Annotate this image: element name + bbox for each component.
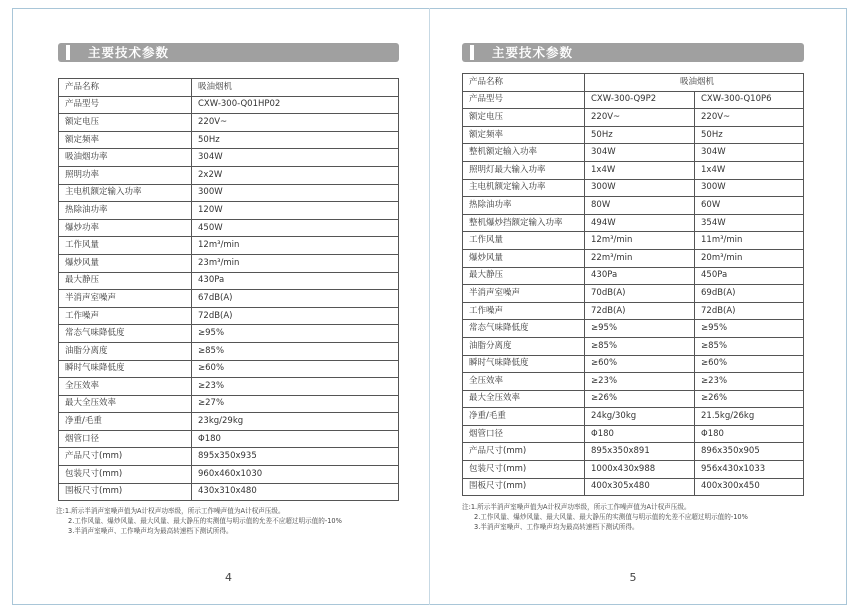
- row-value-model-1: 1x4W: [585, 161, 695, 179]
- row-label: 工作风量: [463, 232, 585, 250]
- table-row: [463, 320, 804, 338]
- table-row: [59, 378, 399, 396]
- row-value: 430x310x480: [192, 483, 399, 501]
- table-row: [59, 79, 399, 97]
- row-label: 爆炒功率: [59, 219, 192, 237]
- row-value-model-2: CXW-300-Q10P6: [695, 91, 804, 109]
- row-value-model-1: 430Pa: [585, 267, 695, 285]
- row-label: 吸油烟功率: [59, 149, 192, 167]
- row-label: 爆炒风量: [59, 254, 192, 272]
- section-header: [462, 43, 804, 62]
- table-row: [463, 373, 804, 391]
- table-row: [59, 254, 399, 272]
- row-value-model-2: 896x350x905: [695, 443, 804, 461]
- row-label: 产品尺寸(mm): [463, 443, 585, 461]
- row-value-model-2: 50Hz: [695, 126, 804, 144]
- row-value-model-1: 300W: [585, 179, 695, 197]
- row-value-model-1: 895x350x891: [585, 443, 695, 461]
- row-value: 72dB(A): [192, 307, 399, 325]
- row-label: 整机爆炒挡额定输入功率: [463, 214, 585, 232]
- row-value: 2x2W: [192, 166, 399, 184]
- table-row: [463, 425, 804, 443]
- row-label: 额定电压: [59, 114, 192, 132]
- footnote-1: 注:1.所示半消声室噪声值为A计权声功率级，所示工作噪声值为A计权声压级。: [462, 503, 691, 511]
- row-value-model-2: ≥26%: [695, 390, 804, 408]
- table-row: [59, 202, 399, 220]
- row-value: ≥23%: [192, 378, 399, 396]
- row-label: 热除油功率: [463, 197, 585, 215]
- row-label: 围板尺寸(mm): [59, 483, 192, 501]
- row-value-model-1: 1000x430x988: [585, 461, 695, 479]
- row-value: 23m³/min: [192, 254, 399, 272]
- row-label: 工作噪声: [463, 302, 585, 320]
- row-value: ≥95%: [192, 325, 399, 343]
- row-value-model-1: 50Hz: [585, 126, 695, 144]
- table-row: [463, 144, 804, 162]
- table-row: [463, 390, 804, 408]
- row-value-model-2: 304W: [695, 144, 804, 162]
- row-value: CXW-300-Q01HP02: [192, 96, 399, 114]
- row-value-model-1: 400x305x480: [585, 478, 695, 496]
- section-marker: [66, 45, 70, 60]
- table-row: [463, 461, 804, 479]
- page-number: 5: [629, 571, 637, 584]
- row-label: 产品名称: [463, 74, 585, 92]
- table-row: [463, 126, 804, 144]
- footnote-3: 3.半消声室噪声、工作噪声均为最高转速档下测试所得。: [68, 527, 233, 535]
- table-row: [463, 302, 804, 320]
- row-value-model-1: ≥60%: [585, 355, 695, 373]
- row-value-model-2: ≥23%: [695, 373, 804, 391]
- row-value-model-1: 12m³/min: [585, 232, 695, 250]
- row-label: 全压效率: [59, 378, 192, 396]
- row-value: 吸油烟机: [192, 79, 399, 97]
- row-value-model-1: 70dB(A): [585, 285, 695, 303]
- row-label: 产品型号: [463, 91, 585, 109]
- row-value-model-2: 20m³/min: [695, 249, 804, 267]
- row-label: 围板尺寸(mm): [463, 478, 585, 496]
- row-value-model-1: 72dB(A): [585, 302, 695, 320]
- row-value-model-1: 494W: [585, 214, 695, 232]
- row-label: 烟管口径: [59, 430, 192, 448]
- table-row: [59, 430, 399, 448]
- table-row: [463, 249, 804, 267]
- section-title: 主要技术参数: [492, 45, 574, 60]
- row-label: 瞬时气味降低度: [59, 360, 192, 378]
- row-value: ≥85%: [192, 342, 399, 360]
- row-value-model-2: ≥85%: [695, 337, 804, 355]
- row-value-model-1: ≥26%: [585, 390, 695, 408]
- table-row: [59, 466, 399, 484]
- row-value-model-2: 69dB(A): [695, 285, 804, 303]
- table-row: [59, 413, 399, 431]
- table-row: [59, 360, 399, 378]
- table-row: [463, 232, 804, 250]
- page-number: 4: [225, 571, 232, 584]
- row-label: 烟管口径: [463, 425, 585, 443]
- row-label: 包装尺寸(mm): [59, 466, 192, 484]
- row-value-model-1: Φ180: [585, 425, 695, 443]
- table-row: [59, 272, 399, 290]
- table-row: [463, 74, 804, 92]
- table-row: [463, 478, 804, 496]
- row-label: 半消声室噪声: [463, 285, 585, 303]
- row-label: 产品名称: [59, 79, 192, 97]
- row-value-model-2: 956x430x1033: [695, 461, 804, 479]
- table-row: [59, 483, 399, 501]
- spine-divider: [429, 8, 430, 605]
- row-value-model-2: ≥95%: [695, 320, 804, 338]
- row-value: 220V~: [192, 114, 399, 132]
- row-label: 主电机额定输入功率: [59, 184, 192, 202]
- row-value-model-2: 11m³/min: [695, 232, 804, 250]
- row-label: 瞬时气味降低度: [463, 355, 585, 373]
- row-label: 爆炒风量: [463, 249, 585, 267]
- table-row: [463, 443, 804, 461]
- row-value-model-1: CXW-300-Q9P2: [585, 91, 695, 109]
- spec-table: [462, 73, 804, 496]
- row-value: 50Hz: [192, 131, 399, 149]
- row-value: 450W: [192, 219, 399, 237]
- table-row: [463, 179, 804, 197]
- table-row: [59, 131, 399, 149]
- right-page: [462, 0, 804, 613]
- row-value: ≥60%: [192, 360, 399, 378]
- row-value-model-1: 220V~: [585, 109, 695, 127]
- table-row: [59, 325, 399, 343]
- section-marker: [470, 45, 474, 60]
- spec-table: [58, 78, 399, 501]
- table-row: [59, 448, 399, 466]
- table-row: [59, 237, 399, 255]
- footnote-2: 2.工作风量、爆炒风量、最大风量、最大静压的实测值与明示值的允差不应超过明示值的-10%: [474, 513, 748, 521]
- row-value: 12m³/min: [192, 237, 399, 255]
- row-label: 最大静压: [59, 272, 192, 290]
- row-label: 额定电压: [463, 109, 585, 127]
- row-label: 最大全压效率: [463, 390, 585, 408]
- footnotes: [462, 502, 748, 532]
- row-label: 半消声室噪声: [59, 290, 192, 308]
- table-row: [463, 214, 804, 232]
- row-label: 工作风量: [59, 237, 192, 255]
- row-label: 工作噪声: [59, 307, 192, 325]
- footnote-1: 注:1.所示半消声室噪声值为A计权声功率级，所示工作噪声值为A计权声压级。: [56, 507, 285, 515]
- row-label: 照明功率: [59, 166, 192, 184]
- row-value-merged: 吸油烟机: [585, 74, 804, 92]
- row-label: 照明灯最大输入功率: [463, 161, 585, 179]
- row-label: 净重/毛重: [463, 408, 585, 426]
- table-row: [59, 166, 399, 184]
- footnotes: [56, 506, 342, 536]
- row-value-model-1: 304W: [585, 144, 695, 162]
- row-label: 全压效率: [463, 373, 585, 391]
- table-row: [463, 285, 804, 303]
- row-value: 430Pa: [192, 272, 399, 290]
- table-row: [59, 114, 399, 132]
- row-value-model-2: 450Pa: [695, 267, 804, 285]
- row-label: 额定频率: [59, 131, 192, 149]
- row-value-model-2: 21.5kg/26kg: [695, 408, 804, 426]
- row-value-model-2: 354W: [695, 214, 804, 232]
- row-value: 895x350x935: [192, 448, 399, 466]
- row-label: 油脂分离度: [463, 337, 585, 355]
- row-label: 整机额定输入功率: [463, 144, 585, 162]
- row-value-model-2: ≥60%: [695, 355, 804, 373]
- row-label: 热除油功率: [59, 202, 192, 220]
- footnote-2: 2.工作风量、爆炒风量、最大风量、最大静压的实测值与明示值的允差不应超过明示值的-10%: [68, 517, 342, 525]
- table-row: [463, 337, 804, 355]
- row-value-model-2: 72dB(A): [695, 302, 804, 320]
- row-value-model-2: 60W: [695, 197, 804, 215]
- row-label: 主电机额定输入功率: [463, 179, 585, 197]
- row-value-model-2: Φ180: [695, 425, 804, 443]
- table-row: [59, 184, 399, 202]
- table-row: [463, 197, 804, 215]
- row-label: 最大静压: [463, 267, 585, 285]
- row-value-model-2: 220V~: [695, 109, 804, 127]
- table-row: [463, 161, 804, 179]
- row-label: 常态气味降低度: [463, 320, 585, 338]
- table-row: [59, 307, 399, 325]
- row-value-model-1: 80W: [585, 197, 695, 215]
- row-label: 包装尺寸(mm): [463, 461, 585, 479]
- row-value: 304W: [192, 149, 399, 167]
- row-value: ≥27%: [192, 395, 399, 413]
- table-row: [59, 149, 399, 167]
- row-label: 产品尺寸(mm): [59, 448, 192, 466]
- table-row: [463, 408, 804, 426]
- row-label: 常态气味降低度: [59, 325, 192, 343]
- row-label: 净重/毛重: [59, 413, 192, 431]
- row-value-model-2: 400x300x450: [695, 478, 804, 496]
- row-value-model-2: 300W: [695, 179, 804, 197]
- table-row: [463, 355, 804, 373]
- left-page: [58, 0, 399, 613]
- footnote-3: 3.半消声室噪声、工作噪声均为最高转速档下测试所得。: [474, 523, 639, 531]
- row-value-model-1: ≥23%: [585, 373, 695, 391]
- table-row: [463, 91, 804, 109]
- section-header: [58, 43, 399, 62]
- row-value: Φ180: [192, 430, 399, 448]
- row-label: 产品型号: [59, 96, 192, 114]
- row-value-model-2: 1x4W: [695, 161, 804, 179]
- table-row: [59, 290, 399, 308]
- row-label: 额定频率: [463, 126, 585, 144]
- table-row: [59, 96, 399, 114]
- row-value: 300W: [192, 184, 399, 202]
- row-value: 23kg/29kg: [192, 413, 399, 431]
- row-label: 最大全压效率: [59, 395, 192, 413]
- row-value-model-1: ≥85%: [585, 337, 695, 355]
- row-value-model-1: ≥95%: [585, 320, 695, 338]
- row-value: 120W: [192, 202, 399, 220]
- row-value-model-1: 22m³/min: [585, 249, 695, 267]
- table-row: [59, 342, 399, 360]
- table-row: [463, 109, 804, 127]
- row-label: 油脂分离度: [59, 342, 192, 360]
- table-row: [59, 219, 399, 237]
- table-row: [59, 395, 399, 413]
- row-value: 960x460x1030: [192, 466, 399, 484]
- table-row: [463, 267, 804, 285]
- section-title: 主要技术参数: [88, 45, 170, 60]
- row-value: 67dB(A): [192, 290, 399, 308]
- row-value-model-1: 24kg/30kg: [585, 408, 695, 426]
